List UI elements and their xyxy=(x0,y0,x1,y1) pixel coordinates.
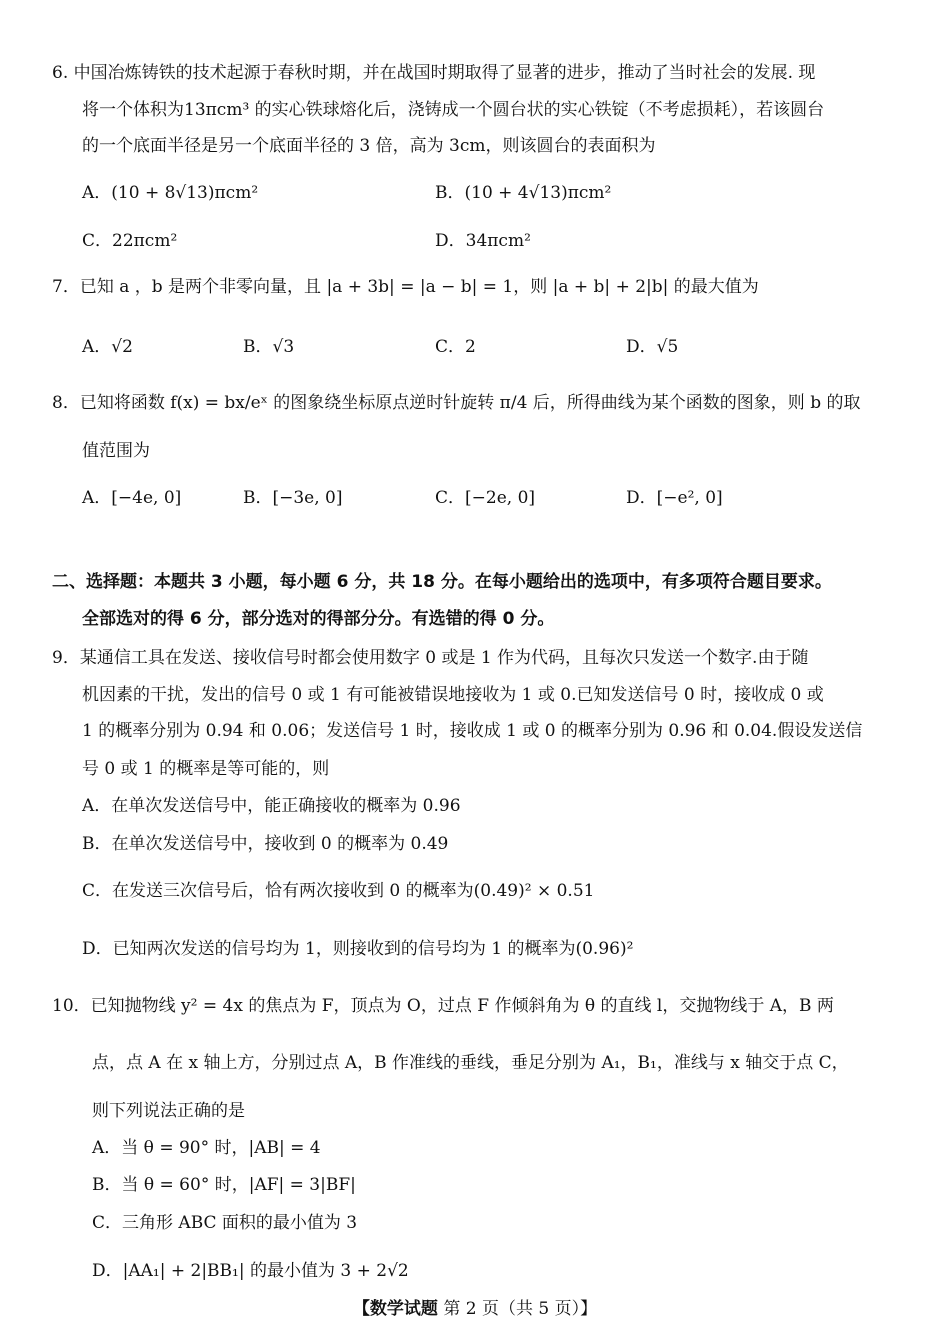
q6-option-c: C．22πcm² xyxy=(82,231,178,251)
q8-option-d: D．[−e², 0] xyxy=(626,488,723,508)
q8-line-1: 8．已知将函数 f(x) = bx/eˣ 的图象绕坐标原点逆时针旋转 π/4 后，所得曲线为某个函数的图象，则 b 的取 xyxy=(52,393,861,413)
q8-option-b: B．[−3e, 0] xyxy=(243,488,343,508)
q10-option-a: A．当 θ = 90° 时，|AB| = 4 xyxy=(92,1138,321,1158)
q7-option-a: A．√2 xyxy=(82,337,133,357)
q6-line-2: 将一个体积为13πcm³ 的实心铁球熔化后，浇铸成一个圆台状的实心铁锭（不考虑损耗），若该圆台 xyxy=(82,100,825,120)
footer-subject: 【数学试题 xyxy=(352,1299,438,1319)
q6-option-d: D．34πcm² xyxy=(435,231,531,251)
q7-line-1: 7．已知 a ，b 是两个非零向量，且 |a + 3b| = |a − b| = 1，则 |a + b| + 2|b| 的最大值为 xyxy=(52,277,759,297)
q9-option-a: A．在单次发送信号中，能正确接收的概率为 0.96 xyxy=(82,796,461,816)
q7-option-c: C．2 xyxy=(435,337,476,357)
q10-option-b: B．当 θ = 60° 时，|AF| = 3|BF| xyxy=(92,1175,356,1195)
q8-option-a: A．[−4e, 0] xyxy=(82,488,182,508)
q10-line-1: 10．已知抛物线 y² = 4x 的焦点为 F，顶点为 O，过点 F 作倾斜角为 θ 的直线 l，交抛物线于 A，B 两 xyxy=(52,996,834,1016)
section-2-heading-line-2: 全部选对的得 6 分，部分选对的得部分分。有选错的得 0 分。 xyxy=(82,609,555,629)
section-2-heading-line-1: 二、选择题：本题共 3 小题，每小题 6 分，共 18 分。在每小题给出的选项中，有多项符合题目要求。 xyxy=(52,572,832,592)
q6-option-a: A．(10 + 8√13)πcm² xyxy=(82,183,259,203)
q9-option-b: B．在单次发送信号中，接收到 0 的概率为 0.49 xyxy=(82,834,449,854)
q9-option-d: D．已知两次发送的信号均为 1，则接收到的信号均为 1 的概率为(0.96)² xyxy=(82,939,634,959)
q10-line-2: 点，点 A 在 x 轴上方，分别过点 A，B 作准线的垂线，垂足分别为 A₁，B₁，准线与 x 轴交于点 C， xyxy=(92,1053,849,1073)
q6-line-1: 6. 中国冶炼铸铁的技术起源于春秋时期，并在战国时期取得了显著的进步，推动了当时社会的发展. 现 xyxy=(52,63,816,83)
page-footer xyxy=(0,1294,950,1319)
q9-line-1: 9．某通信工具在发送、接收信号时都会使用数字 0 或是 1 作为代码，且每次只发送一个数字.由于随 xyxy=(52,648,809,668)
q10-option-d: D．|AA₁| + 2|BB₁| 的最小值为 3 + 2√2 xyxy=(92,1261,409,1281)
q9-line-2: 机因素的干扰，发出的信号 0 或 1 有可能被错误地接收为 1 或 0.已知发送信号 0 时，接收成 0 或 xyxy=(82,685,824,705)
q7-option-d: D．√5 xyxy=(626,337,679,357)
q6-option-b: B．(10 + 4√13)πcm² xyxy=(435,183,612,203)
q8-line-2: 值范围为 xyxy=(82,441,150,461)
q9-line-3: 1 的概率分别为 0.94 和 0.06；发送信号 1 时，接收成 1 或 0 的概率分别为 0.96 和 0.04.假设发送信 xyxy=(82,721,863,741)
q9-option-c: C．在发送三次信号后，恰有两次接收到 0 的概率为(0.49)² × 0.51 xyxy=(82,881,595,901)
q9-line-4: 号 0 或 1 的概率是等可能的，则 xyxy=(82,759,330,779)
footer-page-number: 第 2 页（共 5 页）】 xyxy=(443,1299,598,1319)
q8-option-c: C．[−2e, 0] xyxy=(435,488,536,508)
q6-line-3: 的一个底面半径是另一个底面半径的 3 倍，高为 3cm，则该圆台的表面积为 xyxy=(82,136,656,156)
q10-option-c: C．三角形 ABC 面积的最小值为 3 xyxy=(92,1213,358,1233)
q10-line-3: 则下列说法正确的是 xyxy=(92,1101,245,1121)
q7-option-b: B．√3 xyxy=(243,337,295,357)
